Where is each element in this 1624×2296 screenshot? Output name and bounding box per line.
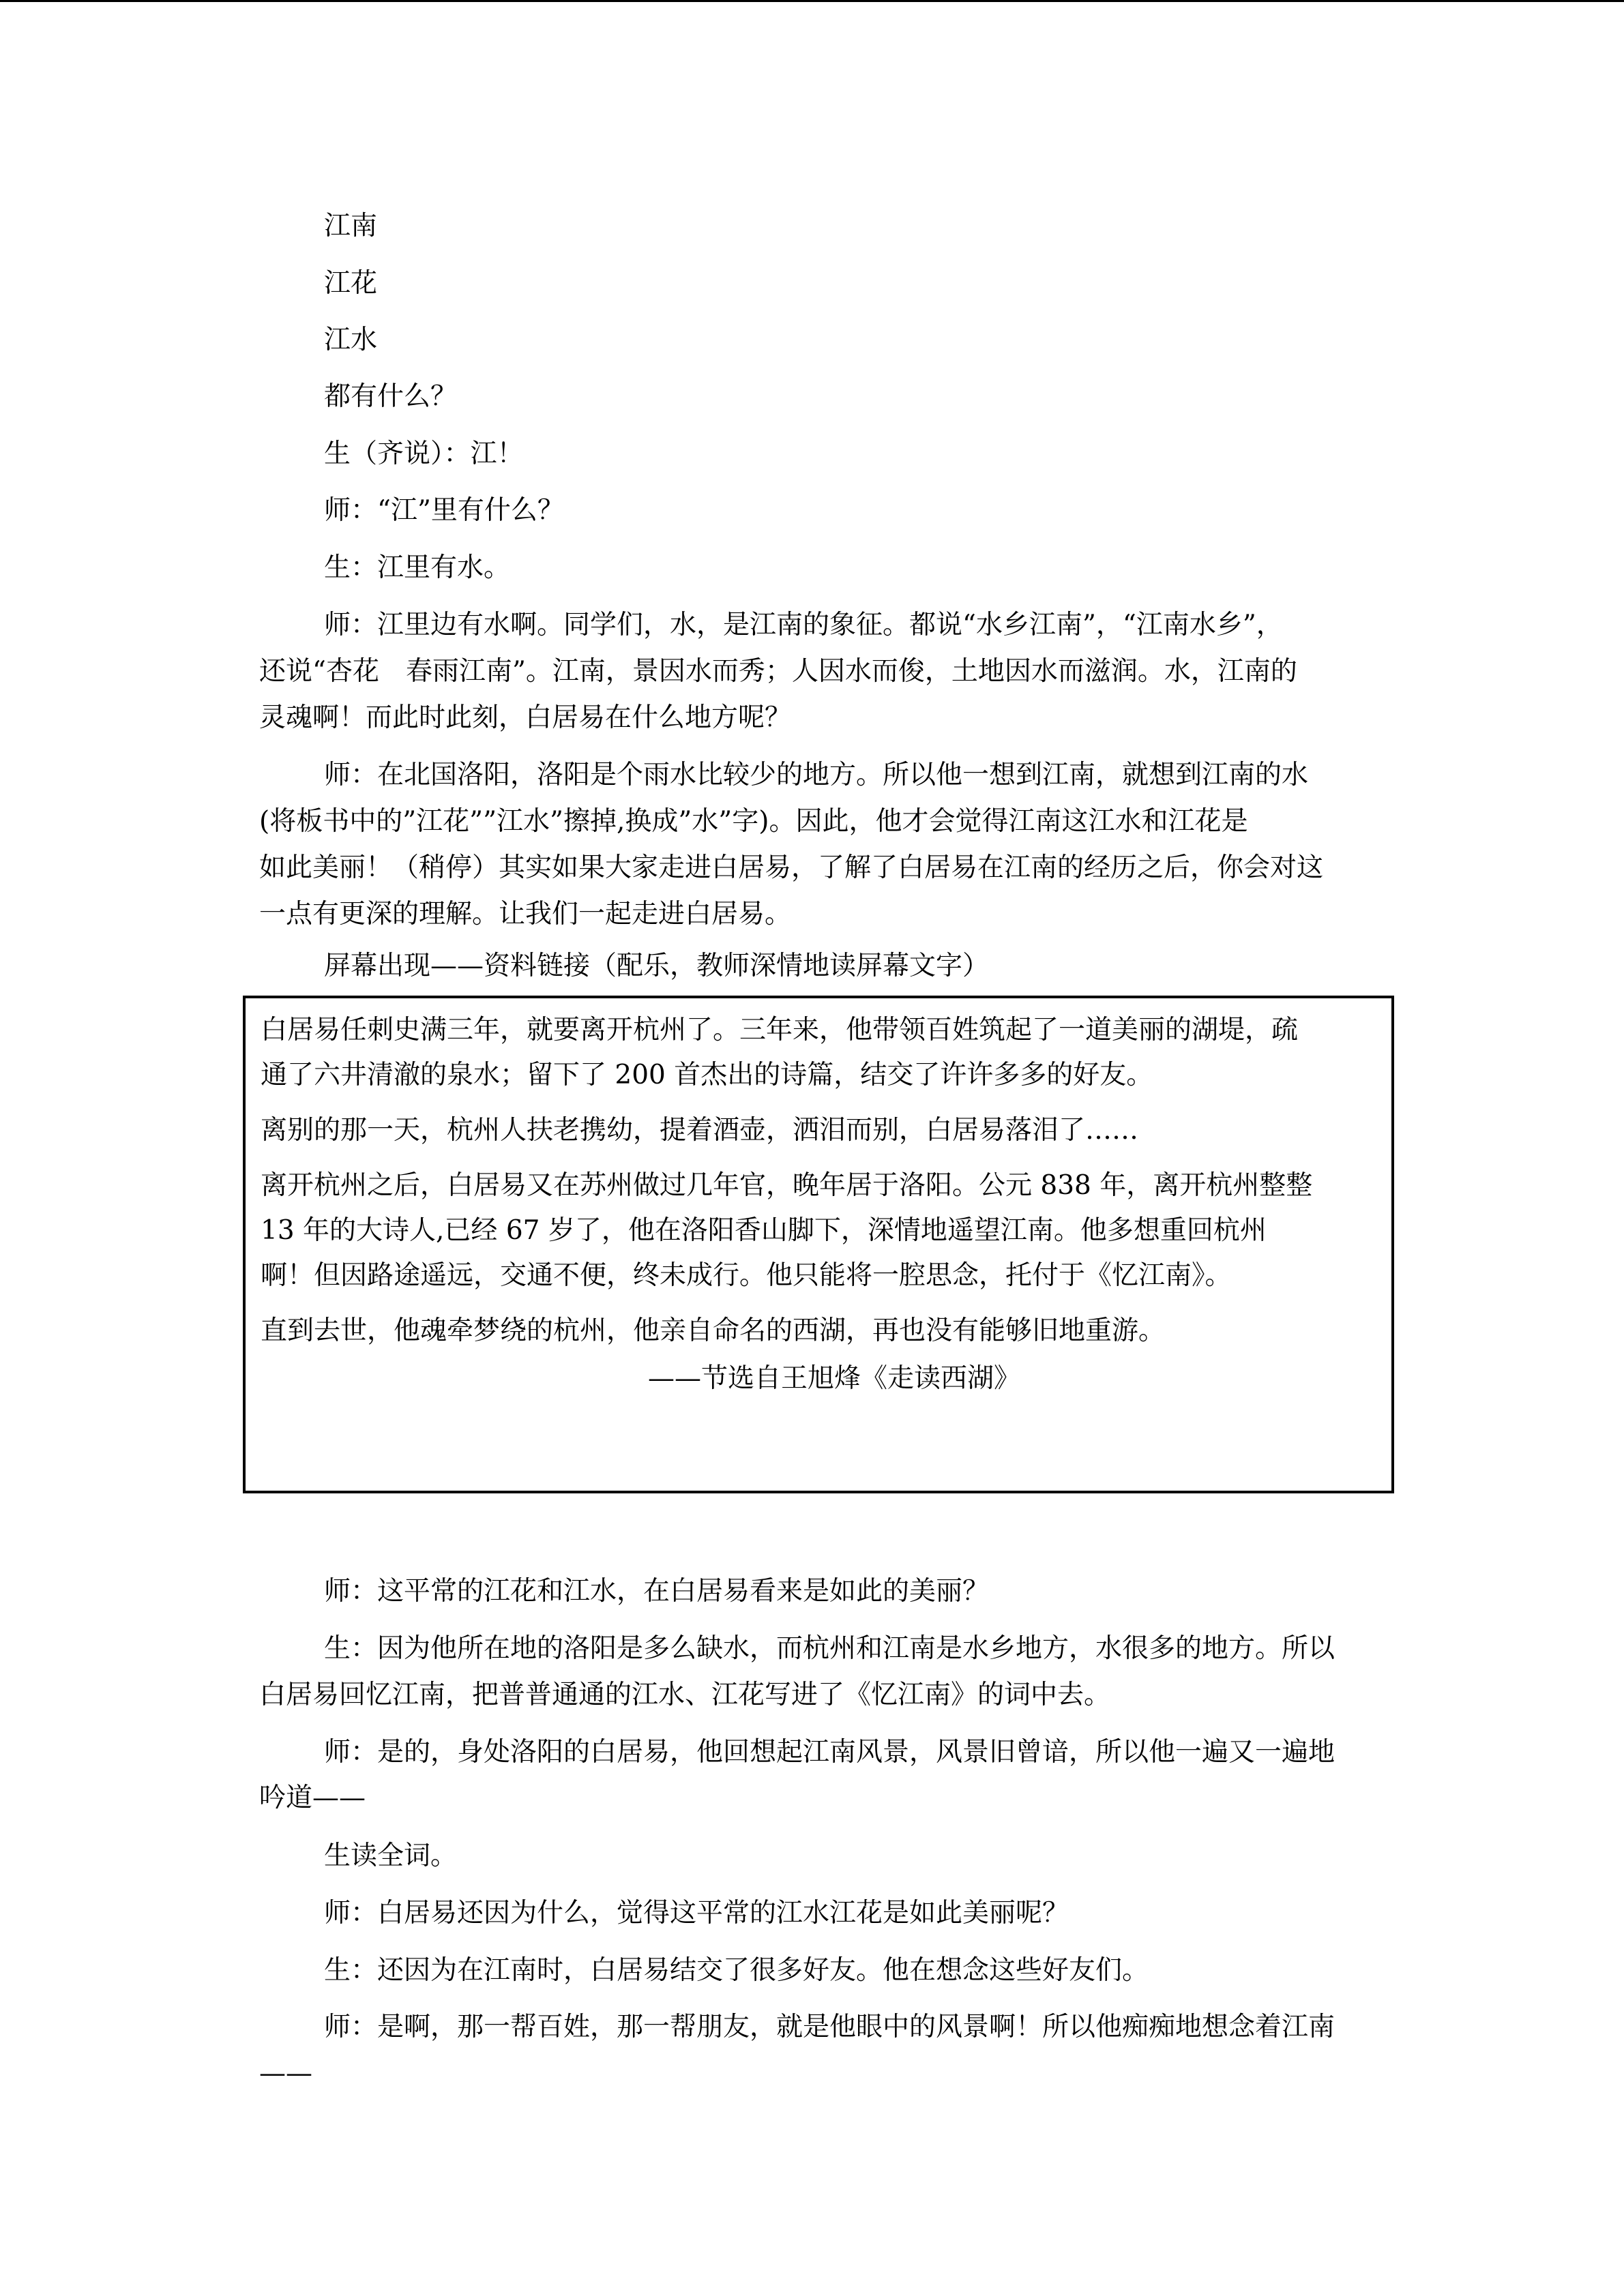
text-line: 还说“杏花 春雨江南”。江南，景因水而秀；人因水而俊，土地因水而滋润。水，江南的 xyxy=(259,656,1297,687)
text-line: 如此美丽！（稍停）其实如果大家走进白居易，了解了白居易在江南的经历之后，你会对这 xyxy=(259,852,1324,883)
text-line: 生：因为他所在地的洛阳是多么缺水，而杭州和江南是水乡地方，水很多的地方。所以 xyxy=(324,1633,1335,1664)
text-line: 师：白居易还因为什么，觉得这平常的江水江花是如此美丽呢？ xyxy=(324,1898,1069,1928)
text-line: 江水 xyxy=(324,325,378,355)
text-line: 都有什么？ xyxy=(324,381,458,412)
text-line: 师：这平常的江花和江水，在白居易看来是如此的美丽？ xyxy=(324,1576,990,1607)
text-line: 白居易回忆江南，把普普通通的江水、江花写进了《忆江南》的词中去。 xyxy=(259,1680,1111,1710)
box-text-line: 13 年的大诗人,已经 67 岁了，他在洛阳香山脚下，深情地遥望江南。他多想重回杭州 xyxy=(261,1215,1267,1246)
text-line: 师：是的，身处洛阳的白居易，他回想起江南风景，风景旧曾谙，所以他一遍又一遍地 xyxy=(324,1737,1335,1768)
box-text-line: 直到去世，他魂牵梦绕的杭州，他亲自命名的西湖，再也没有能够旧地重游。 xyxy=(261,1315,1166,1346)
box-attribution: ——节选自王旭烽《走读西湖》 xyxy=(648,1363,1021,1394)
text-line: 生（齐说）：江！ xyxy=(324,438,524,469)
resource-link-box xyxy=(243,996,1394,1493)
text-line: 师：江里边有水啊。同学们，水，是江南的象征。都说“水乡江南”，“江南水乡”， xyxy=(324,610,1283,640)
box-text-line: 通了六井清澈的泉水；留下了 200 首杰出的诗篇，结交了许许多多的好友。 xyxy=(261,1060,1153,1090)
text-line: 江南 xyxy=(324,211,378,241)
box-text-line: 啊！但因路途遥远，交通不便，终未成行。他只能将一腔思念，托付于《忆江南》。 xyxy=(261,1260,1232,1291)
text-line: 师：“江”里有什么？ xyxy=(324,495,564,526)
box-text-line: 离开杭州之后，白居易又在苏州做过几年官，晚年居于洛阳。公元 838 年，离开杭州整整 xyxy=(261,1170,1313,1201)
box-text-line: 白居易任刺史满三年，就要离开杭州了。三年来，他带领百姓筑起了一道美丽的湖堤，疏 xyxy=(261,1015,1299,1045)
text-line: 师：在北国洛阳，洛阳是个雨水比较少的地方。所以他一想到江南，就想到江南的水 xyxy=(324,760,1309,790)
text-line: 江花 xyxy=(324,268,378,299)
text-line: 生：还因为在江南时，白居易结交了很多好友。他在想念这些好友们。 xyxy=(324,1955,1149,1986)
text-line: 师：是啊，那一帮百姓，那一帮朋友，就是他眼中的风景啊！所以他痴痴地想念着江南 xyxy=(324,2012,1335,2042)
text-line: 一点有更深的理解。让我们一起走进白居易。 xyxy=(259,899,792,929)
text-line: —— xyxy=(259,2058,312,2089)
box-text-line: 离别的那一天，杭州人扶老携幼，提着酒壶，洒泪而别，白居易落泪了…… xyxy=(261,1115,1139,1146)
text-line: 吟道—— xyxy=(259,1783,366,1813)
text-line: 生：江里有水。 xyxy=(324,552,511,583)
text-line: (将板书中的”江花””江水”擦掉,换成”水”字)。因此，他才会觉得江南这江水和江花是 xyxy=(259,806,1248,837)
screen-intro: 屏幕出现——资料链接（配乐，教师深情地读屏幕文字） xyxy=(324,951,990,981)
text-line: 生读全词。 xyxy=(324,1840,458,1871)
text-line: 灵魂啊！而此时此刻，白居易在什么地方呢？ xyxy=(259,702,792,733)
